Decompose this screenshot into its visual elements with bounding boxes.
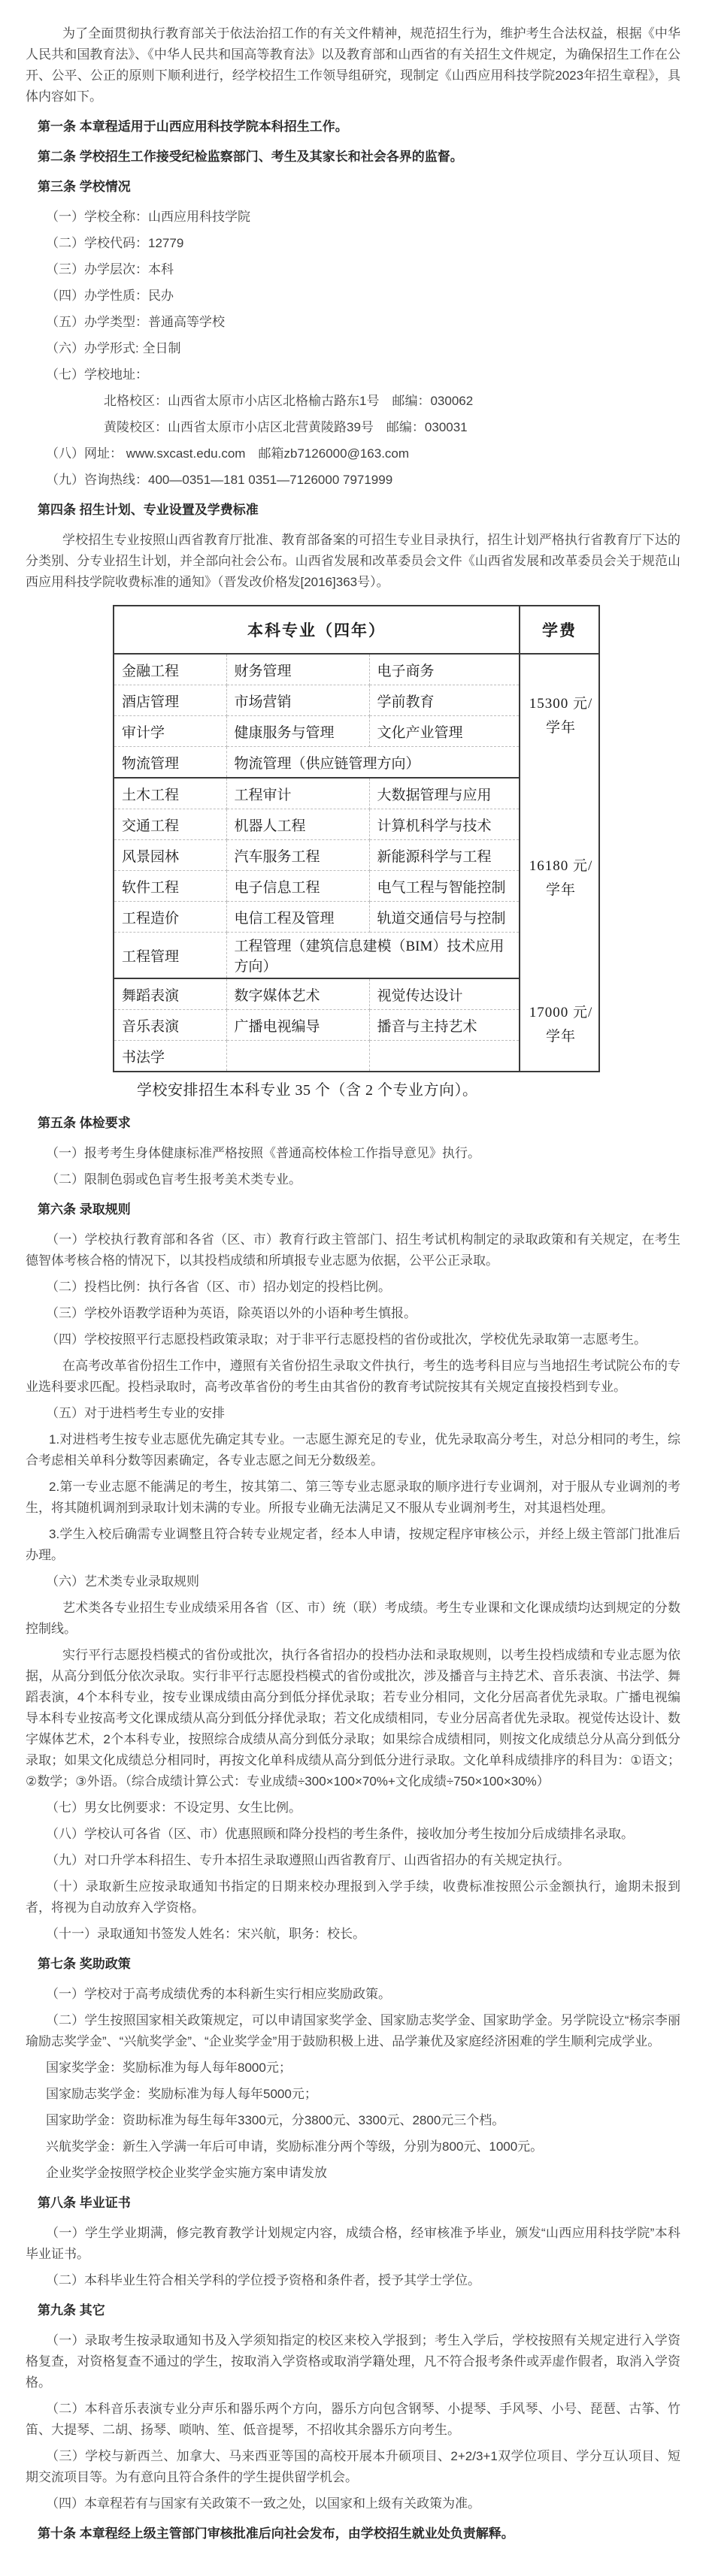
table-caption: 学校安排招生本科专业 35 个（含 2 个专业方向）。 <box>137 1082 478 1099</box>
clause-item: （十一）录取通知书签发人姓名：宋兴航，职务：校长。 <box>46 1927 365 1941</box>
clause-item: （一）报考考生身体健康标准严格按照《普通高校体检工作指导意见》执行。 <box>46 1146 480 1160</box>
fee-cell: 16180 元/学年 <box>529 857 593 898</box>
document-body <box>26 23 680 2544</box>
paragraph: 在高考改革省份招生工作中，遵照有关省份招生录取文件执行，考生的选考科目应与当地招生考试院公布的专业选科要求匹配。投档录取时，高考改革省份的考生由其省份的教育考试院按其有关规定直接投档到专业。 <box>26 1359 680 1394</box>
clause-item: （一）学生学业期满，修完教育教学计划规定内容，成绩合格，经审核准予毕业，颁发“山西应用科技学院”本科毕业证书。 <box>26 2226 680 2261</box>
major-cell: 软件工程 <box>114 871 226 902</box>
major-cell: 风景园林 <box>114 840 226 871</box>
major-cell: 视觉传达设计 <box>369 978 520 1010</box>
fee-header-cell: 学费 <box>520 606 599 654</box>
paragraph: 学校招生专业按照山西省教育厅批准、教育部备案的可招生专业目录执行，招生计划严格执行省教育厅下达的分类别、分专业招生计划，并全部向社会公布。山西省发展和改革委员会文件《山西省发展和改革委员会关于规范山西应用科技学院收费标准的通知》（晋发改价格发[2016]363号）。 <box>26 533 680 589</box>
major-cell: 金融工程 <box>114 654 226 685</box>
major-cell <box>226 1041 369 1072</box>
article-heading: 第九条 其它 <box>38 2303 105 2317</box>
note-line: 国家励志奖学金：奖励标准为每人每年5000元； <box>46 2087 317 2101</box>
clause-item: （一）学校全称：山西应用科技学院 <box>46 210 250 224</box>
note-line: 企业奖学金按照学校企业奖学金实施方案申请发放 <box>46 2166 327 2180</box>
clause-item: （二）学生按照国家相关政策规定，可以申请国家奖学金、国家励志奖学金、国家助学金。另学院设立“杨宗李丽瑜励志奖学金”、“兴航奖学金”、“企业奖学金”用于鼓励积极上进、品学兼优及家庭经济困难的学生顺利完成学业。 <box>26 2013 680 2048</box>
major-cell: 物流管理 <box>114 747 226 779</box>
major-cell: 文化产业管理 <box>369 716 520 747</box>
paragraph: 为了全面贯彻执行教育部关于依法治招工作的有关文件精神，规范招生行为，维护考生合法权益，根据《中华人民共和国教育法》、《中华人民共和国高等教育法》以及教育部和山西省的有关招生文件规定，为确保招生工作在公开、公平、公正的原则下顺利进行，经学校招生工作领导组研究，现制定《山西应用科技学院2023年招生章程》，具体内容如下。 <box>26 26 680 104</box>
majors-header-cell: 本科专业（四年） <box>114 606 520 654</box>
article-heading: 第一条 本章程适用于山西应用科技学院本科招生工作。 <box>38 119 348 134</box>
majors-fee-table <box>113 605 600 1072</box>
major-cell: 工程审计 <box>226 778 369 809</box>
clause-item: （三）办学层次：本科 <box>46 262 174 277</box>
major-cell: 电信工程及管理 <box>226 902 369 933</box>
clause-item: （六）艺术类专业录取规则 <box>46 1574 199 1589</box>
article-heading: 第六条 录取规则 <box>38 1202 131 1217</box>
major-cell: 音乐表演 <box>114 1010 226 1041</box>
clause-item: （二）投档比例：执行各省（区、市）招办划定的投档比例。 <box>46 1280 391 1294</box>
clause-item: （十）录取新生应按录取通知书指定的日期来校办理报到入学手续，收费标准按照公示金额执行，逾期未报到者，将视为自动放弃入学资格。 <box>26 1879 680 1915</box>
clause-item: （四）学校按照平行志愿投档政策录取；对于非平行志愿投档的省份或批次，学校优先录取第一志愿考生。 <box>46 1332 647 1347</box>
clause-item: （二）限制色弱或色盲考生报考美术类专业。 <box>46 1172 301 1187</box>
major-cell: 工程造价 <box>114 902 226 933</box>
fee-cell: 17000 元/学年 <box>529 1004 593 1045</box>
clause-item: （九）咨询热线：400—0351—181 0351—7126000 7971999 <box>46 473 393 487</box>
article-heading: 第十条 本章程经上级主管部门审核批准后向社会发布，由学校招生就业处负责解释。 <box>38 2526 514 2541</box>
paragraph: 艺术类各专业招生专业成绩采用各省（区、市）统（联）考成绩。考生专业课和文化课成绩均达到规定的分数控制线。 <box>26 1601 680 1636</box>
major-cell: 健康服务与管理 <box>226 716 369 747</box>
major-cell: 机器人工程 <box>226 809 369 840</box>
major-cell: 计算机科学与技术 <box>369 809 520 840</box>
campus-address: 北格校区：山西省太原市小店区北格榆古路东1号 邮编：030062 <box>104 394 474 408</box>
article-heading: 第三条 学校情况 <box>38 180 131 194</box>
major-cell: 电子商务 <box>369 654 520 685</box>
note-line: 国家助学金：资助标准为每生每年3300元，分3800元、3300元、2800元三个档。 <box>46 2113 505 2127</box>
clause-item: （四）本章程若有与国家有关政策不一致之处，以国家和上级有关政策为准。 <box>46 2496 480 2511</box>
article-heading: 第七条 奖助政策 <box>38 1957 131 1971</box>
note-line: 国家奖学金：奖励标准为每人每年8000元； <box>46 2060 292 2075</box>
clause-item: （六）办学形式: 全日制 <box>46 341 181 355</box>
note-line: 兴航奖学金：新生入学满一年后可申请，奖励标准分两个等级，分别为800元、1000元。 <box>46 2139 544 2154</box>
clause-item: （七）男女比例要求：不设定男、女生比例。 <box>46 1800 301 1815</box>
clause-item: （一）录取考生按录取通知书及入学须知指定的校区来校入学报到；考生入学后，学校按照有关规定进行入学资格复查，对资格复查不通过的学生，按取消入学资格或取消学籍处理，凡不符合报考条件或弄虚作假者，取消入学资格。 <box>26 2333 680 2390</box>
fee-cell: 15300 元/学年 <box>529 696 593 736</box>
clause-item: （二）本科音乐表演专业分声乐和器乐两个方向，器乐方向包含钢琴、小提琴、手风琴、小号、琵琶、古筝、竹笛、大提琴、二胡、扬琴、唢呐、笙、低音提琴，不招收其余器乐方向考生。 <box>26 2402 680 2437</box>
major-cell: 播音与主持艺术 <box>369 1010 520 1041</box>
clause-item: （五）办学类型：普通高等学校 <box>46 315 225 329</box>
major-cell: 数字媒体艺术 <box>226 978 369 1010</box>
clause-item: （七）学校地址： <box>46 367 148 382</box>
clause-item: （一）学校对于高考成绩优秀的本科新生实行相应奖励政策。 <box>46 1987 391 2001</box>
clause-item: （八）学校认可各省（区、市）优惠照顾和降分投档的考生条件，接收加分考生按加分后成绩排名录取。 <box>46 1827 634 1841</box>
major-cell: 市场营销 <box>226 685 369 716</box>
major-cell: 轨道交通信号与控制 <box>369 902 520 933</box>
major-cell: 新能源科学与工程 <box>369 840 520 871</box>
major-cell: 大数据管理与应用 <box>369 778 520 809</box>
major-cell: 舞蹈表演 <box>114 978 226 1010</box>
clause-item: （四）办学性质：民办 <box>46 289 174 303</box>
campus-address: 黄陵校区：山西省太原市小店区北营黄陵路39号 邮编：030031 <box>104 420 468 434</box>
article-heading: 第八条 毕业证书 <box>38 2196 131 2210</box>
article-heading: 第四条 招生计划、专业设置及学费标准 <box>38 503 259 517</box>
table-row <box>114 978 599 1010</box>
clause-item: （九）对口升学本科招生、专升本招生录取遵照山西省教育厅、山西省招办的有关规定执行。 <box>46 1853 570 1867</box>
paragraph: 实行平行志愿投档模式的省份或批次，执行各省招办的投档办法和录取规则，以考生投档成绩和专业志愿为依据，从高分到低分依次录取。实行非平行志愿投档模式的省份或批次，涉及播音与主持艺术、音乐表演、书法学、舞蹈表演，4个本科专业，按专业课成绩由高分到低分择优录取；若专业分相同，文化分居高者优先录取。广播电视编导本科专业按高考文化课成绩从高分到低分择优录取；若文化成绩相同，专业分居高者优先录取。视觉传达设计、数字媒体艺术，2个本科专业，按照综合成绩从高分到低分录取；如果综合成绩相同，则按文化成绩总分从高分到低分录取；如果文化成绩总分相同时，再按文化单科成绩从高分到低分进行录取。文化单科成绩排序的科目为：①语文；②数学；③外语。（综合成绩计算公式：专业成绩÷300×100×70%+文化成绩÷750×100×30%） <box>26 1648 680 1788</box>
clause-item: （三）学校外语教学语种为英语，除英语以外的小语种考生慎报。 <box>46 1306 417 1320</box>
major-cell: 电气工程与智能控制 <box>369 871 520 902</box>
major-cell: 物流管理（供应链管理方向） <box>226 747 520 779</box>
table-header-row <box>114 606 599 654</box>
table-row <box>114 778 599 809</box>
major-cell: 财务管理 <box>226 654 369 685</box>
clause-item: （八）网址： www.sxcast.edu.com 邮箱zb7126000@163.com <box>46 446 410 461</box>
numbered-sub-item: 1.对进档考生按专业志愿优先确定其专业。一志愿生源充足的专业，优先录取高分考生，对总分相同的考生，综合考虑相关单科分数等因素确定，各专业志愿之间无分数级差。 <box>26 1432 680 1468</box>
major-cell: 交通工程 <box>114 809 226 840</box>
major-cell: 广播电视编导 <box>226 1010 369 1041</box>
article-heading: 第二条 学校招生工作接受纪检监察部门、考生及其家长和社会各界的监督。 <box>38 150 463 164</box>
major-cell <box>369 1041 520 1072</box>
numbered-sub-item: 3.学生入校后确需专业调整且符合转专业规定者，经本人申请，按规定程序审核公示，并经上级主管部门批准后办理。 <box>26 1527 680 1562</box>
major-cell: 电子信息工程 <box>226 871 369 902</box>
major-cell: 工程管理 <box>114 933 226 979</box>
numbered-sub-item: 2.第一专业志愿不能满足的考生，按其第二、第三等专业志愿录取的顺序进行专业调剂，对于服从专业调剂的考生，将其随机调剂到录取计划未满的专业。所报专业确无法满足又不服从专业调剂考生，对其退档处理。 <box>26 1480 680 1515</box>
major-cell: 汽车服务工程 <box>226 840 369 871</box>
major-cell: 书法学 <box>114 1041 226 1072</box>
clause-item: （二）学校代码：12779 <box>46 236 184 250</box>
major-cell: 工程管理（建筑信息建模（BIM）技术应用方向） <box>226 933 520 979</box>
article-heading: 第五条 体检要求 <box>38 1116 131 1130</box>
clause-item: （五）对于进档考生专业的安排 <box>46 1406 225 1420</box>
major-cell: 学前教育 <box>369 685 520 716</box>
clause-item: （二）本科毕业生符合相关学科的学位授予资格和条件者，授予其学士学位。 <box>46 2273 480 2287</box>
major-cell: 酒店管理 <box>114 685 226 716</box>
major-cell: 土木工程 <box>114 778 226 809</box>
clause-item: （三）学校与新西兰、加拿大、马来西亚等国的高校开展本升硕项目、2+2/3+1双学位项目、学分互认项目、短期交流项目等。为有意向且符合条件的学生提供留学机会。 <box>26 2449 680 2484</box>
clause-item: （一）学校执行教育部和各省（区、市）教育行政主管部门、招生考试机构制定的录取政策和有关规定，在考生德智体考核合格的情况下，以其投档成绩和所填报专业志愿为依据，公平公正录取。 <box>26 1232 680 1268</box>
table-row <box>114 654 599 685</box>
major-cell: 审计学 <box>114 716 226 747</box>
